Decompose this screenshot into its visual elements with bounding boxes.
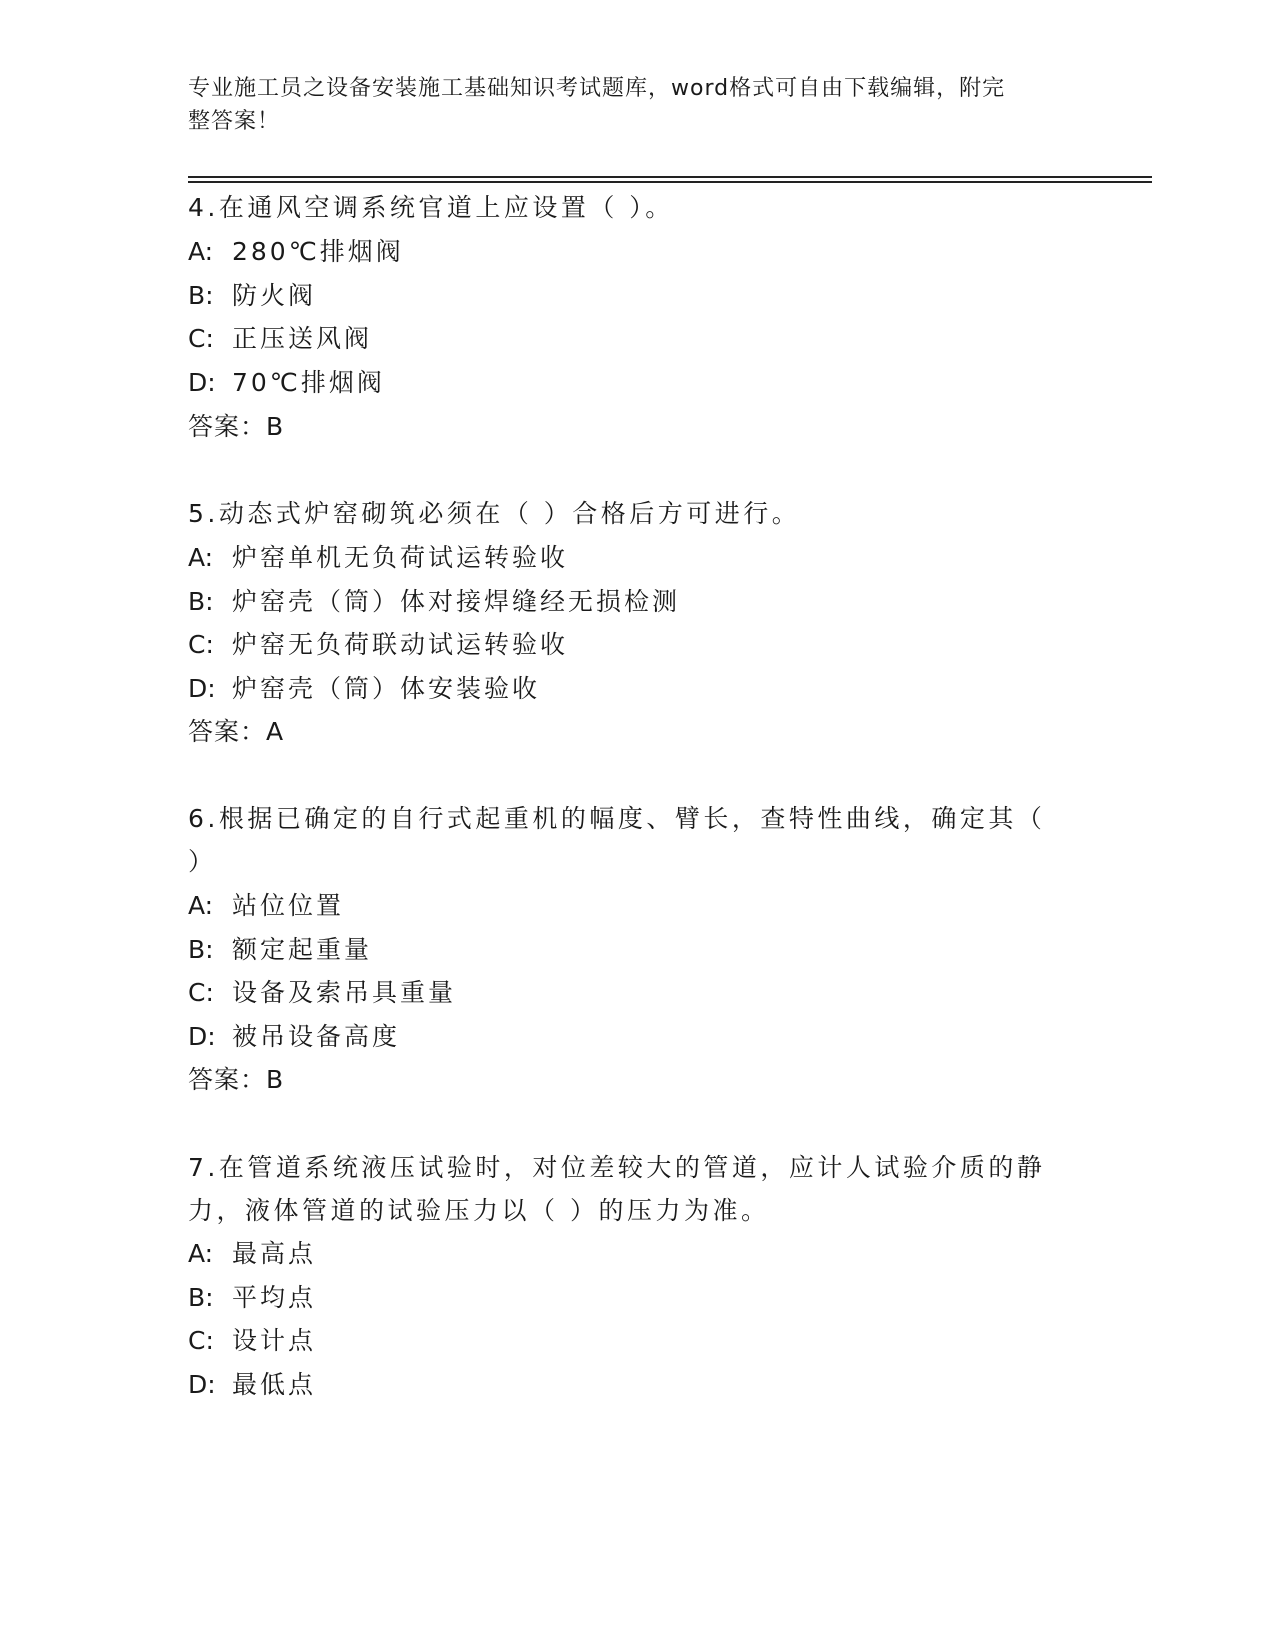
question-6-option-a: [188, 890, 344, 922]
header-divider-bottom: [188, 181, 1152, 183]
option-key: A:: [188, 543, 214, 572]
question-5-option-b: [188, 586, 680, 618]
option-key: A:: [188, 891, 214, 920]
question-7-option-b: [188, 1282, 316, 1314]
option-key: A:: [188, 1239, 214, 1268]
question-7-stem-line-1: 7.在管道系统液压试验时，对位差较大的管道，应计人试验介质的静: [188, 1153, 1046, 1182]
question-4-answer: 答案：B: [188, 412, 285, 441]
question-6-option-b: [188, 934, 372, 966]
option-text: 站位位置: [232, 891, 345, 920]
option-text: 最高点: [232, 1239, 317, 1268]
option-key: D:: [188, 1370, 216, 1399]
option-key: D:: [188, 1022, 216, 1051]
option-text: 最低点: [232, 1370, 317, 1399]
question-4-stem: 4.在通风空调系统官道上应设置（ ）。: [188, 193, 674, 222]
header-line-2: 整答案！: [188, 109, 281, 134]
question-6-answer: 答案：B: [188, 1065, 285, 1094]
header-line-1: 专业施工员之设备安装施工基础知识考试题库，word格式可自由下载编辑，附完: [188, 76, 1006, 101]
question-6-stem-line-1: 6.根据已确定的自行式起重机的幅度、臂长，查特性曲线，确定其（: [188, 804, 1046, 833]
header-divider-top: [188, 176, 1152, 178]
option-text: 设备及索吊具重量: [232, 978, 457, 1007]
question-5-option-c: [188, 629, 568, 661]
option-key: D:: [188, 674, 216, 703]
option-text: 额定起重量: [232, 935, 373, 964]
question-5-stem: 5.动态式炉窑砌筑必须在（ ）合格后方可进行。: [188, 499, 801, 528]
document-header: [188, 72, 1068, 138]
option-text: 正压送风阀: [232, 324, 373, 353]
question-7-option-d: [188, 1369, 316, 1401]
question-5-option-d: [188, 673, 540, 705]
option-key: B:: [188, 281, 214, 310]
option-text: 设计点: [232, 1326, 317, 1355]
question-6-option-c: [188, 977, 456, 1009]
option-key: B:: [188, 587, 214, 616]
option-text: 炉窑无负荷联动试运转验收: [232, 630, 569, 659]
option-key: C:: [188, 1326, 214, 1355]
question-4-option-c: [188, 323, 372, 355]
question-5-option-a: [188, 542, 568, 574]
option-text: 炉窑壳（筒）体对接焊缝经无损检测: [232, 587, 681, 616]
question-5-answer: 答案：A: [188, 717, 285, 746]
option-text: 被吊设备高度: [232, 1022, 401, 1051]
option-key: C:: [188, 324, 214, 353]
option-text: 炉窑壳（筒）体安装验收: [232, 674, 541, 703]
question-6-option-d: [188, 1021, 400, 1053]
option-key: C:: [188, 978, 214, 1007]
option-text: 平均点: [232, 1283, 317, 1312]
option-key: C:: [188, 630, 214, 659]
option-key: B:: [188, 1283, 214, 1312]
option-key: B:: [188, 935, 214, 964]
question-7-option-a: [188, 1238, 316, 1270]
question-4-option-a: [188, 236, 404, 268]
option-key: A:: [188, 237, 214, 266]
option-text: 280℃排烟阀: [232, 237, 404, 266]
option-key: D:: [188, 368, 216, 397]
question-4-option-b: [188, 280, 316, 312]
question-4-option-d: [188, 367, 385, 399]
option-text: 70℃排烟阀: [232, 368, 385, 397]
question-7-option-c: [188, 1325, 316, 1357]
question-7-stem-line-2: 力，液体管道的试验压力以（ ）的压力为准。: [188, 1196, 770, 1225]
option-text: 炉窑单机无负荷试运转验收: [232, 543, 569, 572]
question-6-stem-line-2: ）: [188, 847, 217, 876]
option-text: 防火阀: [232, 281, 317, 310]
